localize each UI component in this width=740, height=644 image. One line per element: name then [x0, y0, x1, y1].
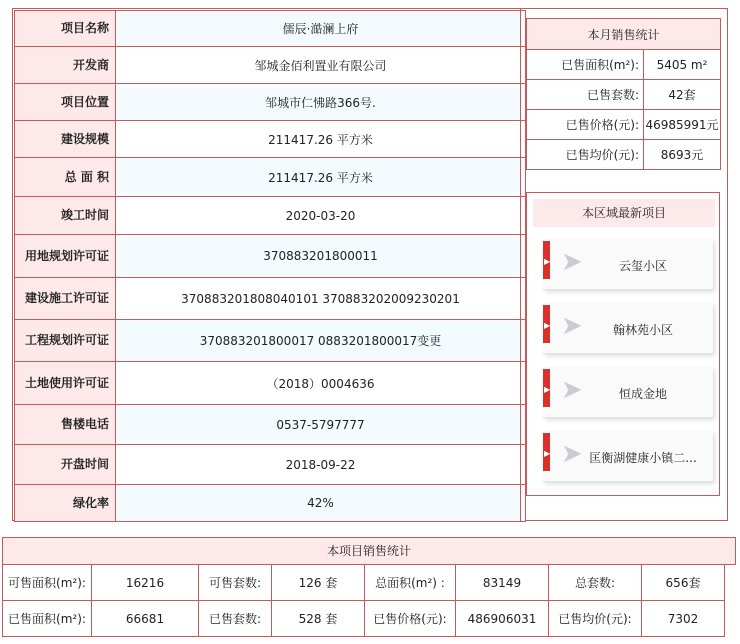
marker-bar — [543, 369, 550, 407]
value-project-name: 儒辰·澔澜上府 — [116, 11, 526, 47]
avg-price-label: 已售均价(元): — [549, 601, 642, 637]
project-sales-table — [2, 564, 725, 637]
avg-price: 7302 — [642, 601, 725, 637]
latest-project-item[interactable] — [543, 367, 713, 418]
cursor-arrow-icon: ➤ — [561, 247, 583, 277]
monthly-sold-area: 5405 m² — [644, 50, 721, 80]
monthly-sold-units: 42套 — [644, 80, 721, 110]
latest-projects-panel — [526, 192, 720, 496]
latest-project-name[interactable]: 云玺小区 — [618, 259, 667, 273]
label-project-name: 项目名称 — [15, 11, 116, 47]
value-construction-permit: 370883201808040101 370883202009230201 — [116, 278, 526, 320]
label-developer: 开发商 — [15, 47, 116, 84]
latest-projects-title: 本区域最新项目 — [533, 199, 715, 227]
value-open-date: 2018-09-22 — [116, 445, 526, 485]
monthly-stats-title: 本月销售统计 — [527, 19, 721, 50]
available-area-label: 可售面积(m²): — [3, 565, 92, 601]
total-area-label: 总面积(m²) : — [365, 565, 456, 601]
monthly-avg-price: 8693元 — [644, 140, 721, 170]
sold-area-label: 已售面积(m²): — [3, 601, 92, 637]
latest-project-item[interactable] — [543, 239, 713, 290]
sold-units-label: 已售套数: — [199, 601, 272, 637]
total-units: 656套 — [642, 565, 725, 601]
value-sales-phone: 0537-5797777 — [116, 405, 526, 445]
total-area: 83149 — [456, 565, 549, 601]
available-area: 16216 — [92, 565, 199, 601]
latest-project-name[interactable]: 匡衡湖健康小镇二... — [589, 451, 697, 465]
value-green-rate: 42% — [116, 485, 526, 522]
latest-project-name[interactable]: 恒成金地 — [618, 387, 667, 401]
label-total-area: 总 面 积 — [15, 158, 116, 197]
marker-bar — [543, 241, 550, 279]
latest-project-name[interactable]: 翰林苑小区 — [612, 323, 673, 337]
label-construction-permit: 建设施工许可证 — [15, 278, 116, 320]
label-land-plan-permit: 用地规划许可证 — [15, 235, 116, 278]
cursor-arrow-icon: ➤ — [561, 375, 583, 405]
sold-price: 486906031 — [456, 601, 549, 637]
value-land-plan-permit: 370883201800011 — [116, 235, 526, 278]
sold-units: 528 套 — [272, 601, 365, 637]
marker-bar — [543, 305, 550, 343]
label-sales-phone: 售楼电话 — [15, 405, 116, 445]
play-icon: ▶ — [544, 385, 551, 394]
value-developer: 邹城金佰利置业有限公司 — [116, 47, 526, 84]
value-engineering-permit: 370883201800017 0883201800017变更 — [116, 320, 526, 362]
monthly-sold-units-label: 已售套数: — [527, 80, 644, 110]
value-completion: 2020-03-20 — [116, 197, 526, 235]
value-build-scale: 211417.26 平方米 — [116, 121, 526, 158]
play-icon: ▶ — [544, 257, 551, 266]
monthly-sold-price-label: 已售价格(元): — [527, 110, 644, 140]
marker-bar — [543, 433, 550, 471]
project-info-table — [14, 10, 526, 522]
label-completion: 竣工时间 — [15, 197, 116, 235]
latest-project-item[interactable] — [543, 303, 713, 354]
value-location: 邹城市仁怫路366号. — [116, 84, 526, 121]
monthly-stats — [526, 18, 721, 170]
project-sales-title: 本项目销售统计 — [2, 537, 736, 565]
label-green-rate: 绿化率 — [15, 485, 116, 522]
value-land-use-permit: （2018）0004636 — [116, 362, 526, 405]
total-units-label: 总套数: — [549, 565, 642, 601]
monthly-avg-price-label: 已售均价(元): — [527, 140, 644, 170]
available-units: 126 套 — [272, 565, 365, 601]
label-land-use-permit: 土地使用许可证 — [15, 362, 116, 405]
sold-price-label: 已售价格(元): — [365, 601, 456, 637]
cursor-arrow-icon: ➤ — [561, 311, 583, 341]
label-engineering-permit: 工程规划许可证 — [15, 320, 116, 362]
play-icon: ▶ — [544, 449, 551, 458]
play-icon: ▶ — [544, 321, 551, 330]
available-units-label: 可售套数: — [199, 565, 272, 601]
latest-project-item[interactable] — [543, 431, 713, 482]
label-build-scale: 建设规模 — [15, 121, 116, 158]
sold-area: 66681 — [92, 601, 199, 637]
monthly-sold-price: 46985991元 — [644, 110, 721, 140]
label-location: 项目位置 — [15, 84, 116, 121]
column-divider — [520, 8, 521, 521]
label-open-date: 开盘时间 — [15, 445, 116, 485]
monthly-sold-area-label: 已售面积(m²): — [527, 50, 644, 80]
value-total-area: 211417.26 平方米 — [116, 158, 526, 197]
cursor-arrow-icon: ➤ — [561, 439, 583, 469]
